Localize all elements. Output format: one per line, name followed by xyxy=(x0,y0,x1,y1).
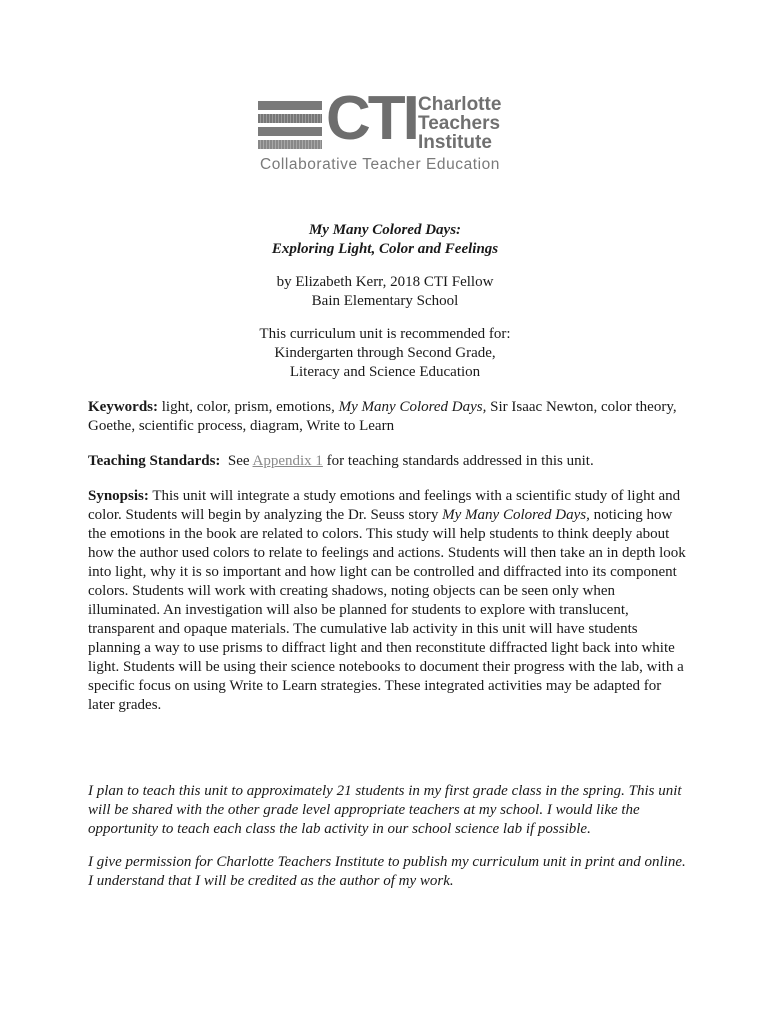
logo-name-line: Charlotte xyxy=(418,94,502,115)
cti-logo xyxy=(258,84,518,178)
recommendation-line: Kindergarten through Second Grade, xyxy=(274,345,496,361)
byline xyxy=(0,273,770,311)
logo-tagline: Collaborative Teacher Education xyxy=(260,156,500,173)
logo-name-line: Teachers xyxy=(418,113,501,134)
synopsis-text: This unit will integrate a study emotions and feelings with a scientific study of light and color. Students will begin by analyzing the Dr. Seuss story xyxy=(88,488,681,523)
teaching-standards-paragraph xyxy=(88,452,688,471)
keywords-text: Sir Isaac Newton, color theory, Goethe, scientific process, diagram, Write to Learn xyxy=(88,399,677,434)
teaching-standards-text: See xyxy=(220,453,253,469)
keywords-paragraph xyxy=(88,398,688,436)
logo-stripes-icon xyxy=(258,101,322,153)
keywords-book-title: My Many Colored Days, xyxy=(338,399,487,415)
author-line: by Elizabeth Kerr, 2018 CTI Fellow xyxy=(276,274,494,290)
keywords-text: light, color, prism, emotions, xyxy=(158,399,339,415)
logo-acronym: CTI xyxy=(326,84,417,153)
unit-title-line1: My Many Colored Days: xyxy=(308,222,462,238)
keywords-label: Keywords: xyxy=(88,399,158,415)
synopsis-book-title: My Many Colored Days, xyxy=(442,507,590,523)
recommendation-line: Literacy and Science Education xyxy=(289,364,481,380)
unit-title-line2: Exploring Light, Color and Feelings xyxy=(271,241,499,257)
plan-statement: I plan to teach this unit to approximately 21 students in my first grade class in the spring. This unit will be shared with the other grade level appropriate teachers at my school. I would like the opportunity to teach each class the lab activity in our school science lab if possible. xyxy=(88,783,682,837)
unit-title xyxy=(0,221,770,259)
recommendation-line: This curriculum unit is recommended for: xyxy=(259,326,511,342)
synopsis-label: Synopsis: xyxy=(88,488,149,504)
school-line: Bain Elementary School xyxy=(311,293,459,309)
recommendation xyxy=(0,325,770,382)
synopsis-paragraph xyxy=(88,487,688,715)
logo-name xyxy=(418,96,501,153)
logo-name-line: Institute xyxy=(418,132,492,153)
synopsis-text: noticing how the emotions in the book are related to colors. This study will help students to think deeply about how the author used colors to relate to feelings and actions. Students will then take an in depth look into light, why it is so important and how light can be controlled and diffracted into its component colors. Students will work with creating shadows, noting objects can be seen only when illuminated. An investigation will also be planned for students to explore with translucent, transparent and opaque materials. The cumulative lab activity in this unit will have students planning a way to use prisms to diffract light and then reconstitute diffracted light back into white light. Students will be using their science notebooks to document their progress with the lab, with a specific focus on using Write to Learn strategies. These integrated activities may be adapted for later grades. xyxy=(88,507,686,713)
permission-statement: I give permission for Charlotte Teachers Institute to publish my curriculum unit in print and online. I understand that I will be credited as the author of my work. xyxy=(88,854,686,889)
teaching-standards-text: for teaching standards addressed in this unit. xyxy=(322,453,594,469)
appendix-link[interactable]: Appendix 1 xyxy=(252,453,323,469)
teaching-standards-label: Teaching Standards: xyxy=(88,453,221,469)
